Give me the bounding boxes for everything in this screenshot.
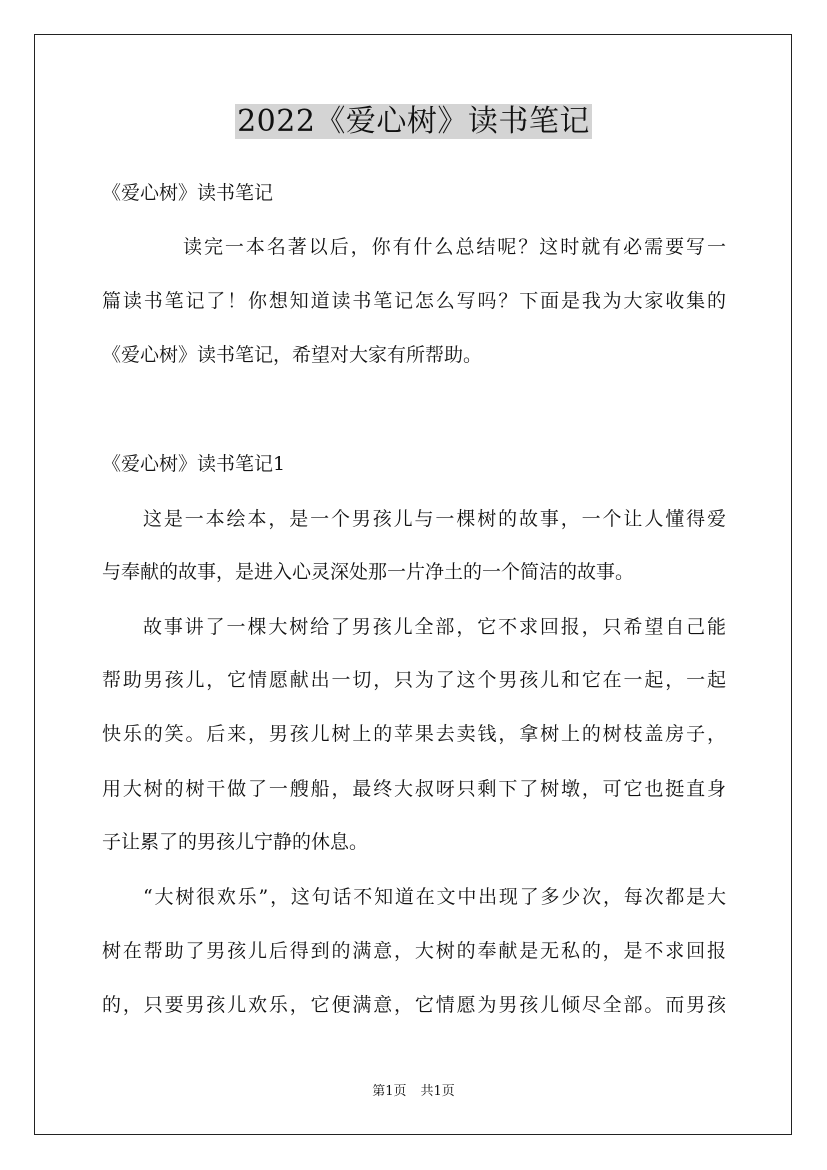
document-title-text: 2022《爱心树》读书笔记 [237, 104, 590, 139]
intro-line-1: 读完一本名著以后，你有什么总结呢？这时就有必需要写一 [183, 236, 726, 258]
body-line-10: 的，只要男孩儿欢乐，它便满意，它情愿为男孩儿倾尽全部。而男孩 [102, 994, 726, 1016]
body-line-5: 快乐的笑。后来，男孩儿树上的苹果去卖钱，拿树上的树枝盖房子， [102, 723, 726, 745]
body-line-6: 用大树的树干做了一艘船，最终大叔呀只剩下了树墩，可它也挺直身 [102, 778, 726, 800]
body-line-1: 这是一本绘本，是一个男孩儿与一棵树的故事，一个让人懂得爱 [143, 508, 726, 530]
page-footer [0, 1084, 827, 1100]
section-heading: 《爱心树》读书笔记1 [102, 453, 286, 475]
body-line-8: “大树很欢乐”，这句话不知道在文中出现了多少次，每次都是大 [143, 886, 726, 908]
body-line-7: 子让累了的男孩儿宁静的休息。 [102, 831, 369, 853]
body-line-4: 帮助男孩儿，它情愿献出一切，只为了这个男孩儿和它在一起，一起 [102, 669, 726, 691]
page-total: 共1页 [420, 1084, 455, 1099]
intro-line-2: 篇读书笔记了！你想知道读书笔记怎么写吗？下面是我为大家收集的 [102, 290, 726, 312]
body-line-3: 故事讲了一棵大树给了男孩儿全部，它不求回报，只希望自己能 [143, 616, 726, 638]
page-number: 第1页 [372, 1084, 407, 1099]
intro-line-3: 《爱心树》读书笔记，希望对大家有所帮助。 [102, 344, 483, 366]
document-title [0, 101, 827, 143]
body-line-2: 与奉献的故事，是进入心灵深处那一片净土的一个简洁的故事。 [102, 561, 635, 583]
subtitle: 《爱心树》读书笔记 [102, 182, 274, 204]
body-line-9: 树在帮助了男孩儿后得到的满意，大树的奉献是无私的，是不求回报 [102, 940, 726, 962]
